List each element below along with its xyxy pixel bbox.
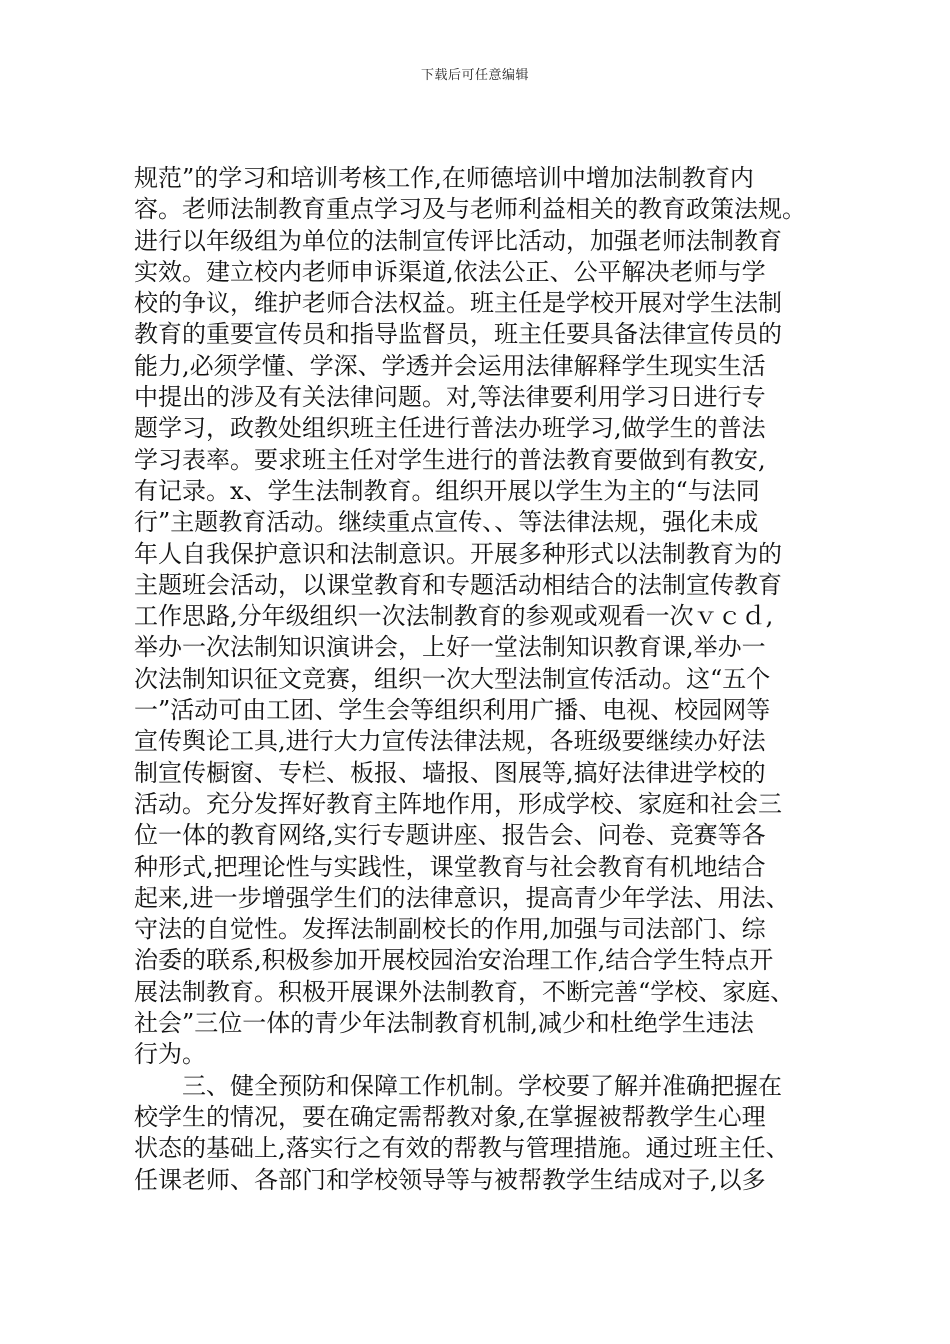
text-line: 展法制教育。积极开展课外法制教育，不断完善“学校、家庭、 xyxy=(134,977,795,1006)
paragraph-first-line: 三、健全预防和保障工作机制。学校要了解并准确把握在 xyxy=(182,1071,782,1100)
text-line: 举办一次法制知识演讲会，上好一堂法制知识教育课,举办一 xyxy=(134,633,766,662)
page-header: 下载后可任意编辑 xyxy=(420,68,529,83)
document-body xyxy=(134,163,834,1196)
text-line: 状态的基础上,落实行之有效的帮教与管理措施。通过班主任、 xyxy=(134,1134,790,1163)
text-line: 工作思路,分年级组织一次法制教育的参观或观看一次ｖｃｄ, xyxy=(134,602,774,631)
text-line: 年人自我保护意识和法制意识。开展多种形式以法制教育为的 xyxy=(134,539,782,568)
text-line: 任课老师、各部门和学校领导等与被帮教学生结成对子,以多 xyxy=(134,1165,766,1194)
text-line: 宣传舆论工具,进行大力宣传法律法规，各班级要继续办好法 xyxy=(134,727,766,756)
text-line: 容。老师法制教育重点学习及与老师利益相关的教育政策法规。 xyxy=(134,195,806,224)
text-line: 起来,进一步增强学生们的法律意识，提高青少年学法、用法、 xyxy=(134,883,790,912)
text-line: 主题班会活动，以课堂教育和专题活动相结合的法制宣传教育 xyxy=(134,570,782,599)
text-line: 种形式,把理论性与实践性，课堂教育与社会教育有机地结合 xyxy=(134,852,766,881)
text-line: 进行以年级组为单位的法制宣传评比活动，加强老师法制教育 xyxy=(134,226,782,255)
text-line: 题学习，政教处组织班主任进行普法办班学习,做学生的普法 xyxy=(134,414,766,443)
text-line: 规范”的学习和培训考核工作,在师德培训中增加法制教育内 xyxy=(134,164,754,192)
text-line: 次法制知识征文竞赛，组织一次大型法制宣传活动。这“五个 xyxy=(134,664,771,693)
text-line: 守法的自觉性。发挥法制副校长的作用,加强与司法部门、综 xyxy=(134,915,766,944)
text-line: 行”主题教育活动。继续重点宣传、、等法律法规，强化未成 xyxy=(134,508,759,537)
text-line: 教育的重要宣传员和指导监督员，班主任要具备法律宣传员的 xyxy=(134,320,782,349)
text-line: 有记录。x、学生法制教育。组织开展以学生为主的“与法同 xyxy=(134,476,760,505)
text-line: 一”活动可由工团、学生会等组织利用广播、电视、校园网等 xyxy=(134,696,771,725)
text-line: 制宣传橱窗、专栏、板报、墙报、图展等,搞好法律进学校的 xyxy=(134,758,766,787)
text-line: 校的争议，维护老师合法权益。班主任是学校开展对学生法制 xyxy=(134,289,782,318)
text-line: 能力,必须学懂、学深、学透并会运用法律解释学生现实生活 xyxy=(134,351,766,380)
text-line: 治委的联系,积极参加开展校园治安治理工作,结合学生特点开 xyxy=(134,946,774,975)
text-line: 行为。 xyxy=(134,1040,206,1069)
text-line: 校学生的情况，要在确定需帮教对象,在掌握被帮教学生心理 xyxy=(134,1102,766,1131)
text-line: 中提出的涉及有关法律问题。对,等法律要利用学习日进行专 xyxy=(134,383,766,412)
text-line: 位一体的教育网络,实行专题讲座、报告会、问卷、竞赛等各 xyxy=(134,821,766,850)
text-line: 学习表率。要求班主任对学生进行的普法教育要做到有教安, xyxy=(134,445,766,474)
text-line: 实效。建立校内老师申诉渠道,依法公正、公平解决老师与学 xyxy=(134,257,766,286)
text-line: 活动。充分发挥好教育主阵地作用，形成学校、家庭和社会三 xyxy=(134,789,782,818)
text-line: 社会”三位一体的青少年法制教育机制,减少和杜绝学生违法 xyxy=(134,1009,754,1038)
